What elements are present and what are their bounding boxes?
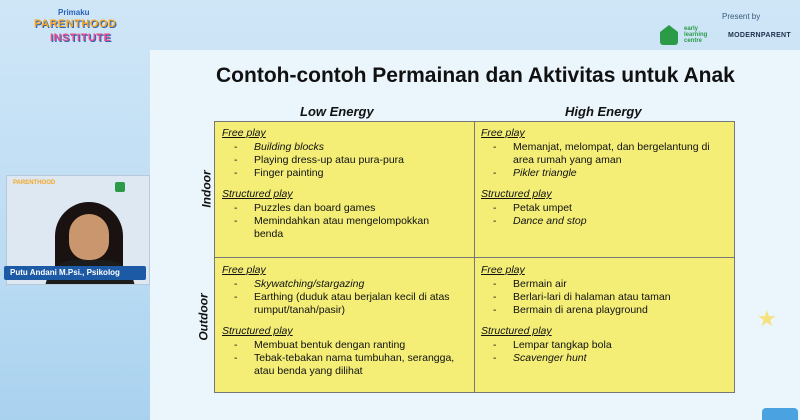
free-play-label: Free play — [481, 127, 525, 139]
sponsor-logos — [660, 22, 791, 48]
speaker-face — [69, 214, 109, 260]
star-icon: ★ — [757, 306, 777, 331]
list-item: - Puzzles dan board games — [234, 202, 376, 214]
presented-by: Present by — [722, 12, 761, 21]
structured-play-label: Structured play — [481, 325, 552, 337]
list-item: - Earthing (duduk atau berjalan kecil di atas rumput/tanah/pasir) — [234, 291, 450, 316]
structured-play-label: Structured play — [222, 188, 293, 200]
list-item: - Tebak-tebakan nama tumbuhan, serangga, atau benda yang dilihat — [234, 352, 455, 377]
list-item: - Skywatching/stargazing — [234, 278, 365, 290]
cell-indoor-high — [481, 127, 731, 228]
free-play-label: Free play — [222, 127, 266, 139]
free-play-label: Free play — [222, 264, 266, 276]
sponsor-modernparent: MODERNPARENT — [728, 31, 791, 39]
list-item: - Playing dress-up atau pura-pura — [234, 154, 405, 166]
column-header-high: High Energy — [565, 104, 642, 119]
parenthood-institute-logo — [14, 6, 124, 50]
column-header-low: Low Energy — [300, 104, 374, 119]
list-item: - Memindahkan atau mengelompokkan benda — [234, 215, 430, 240]
row-header-indoor: Indoor — [199, 170, 214, 208]
list-item: - Berlari-lari di halaman atau taman — [493, 291, 671, 303]
list-item: - Finger painting — [234, 167, 324, 179]
speaker-caption: Putu Andani M.Psi., Psikolog — [4, 266, 146, 280]
list-item: - Memanjat, melompat, dan bergelantung di area rumah yang aman — [493, 141, 710, 166]
list-item: - Pikler triangle — [493, 167, 577, 179]
sponsor-elc: early learning centre — [684, 26, 708, 44]
cell-outdoor-low — [222, 264, 472, 378]
list-item: - Petak umpet — [493, 202, 572, 214]
free-play-label: Free play — [481, 264, 525, 276]
brand-line2: INSTITUTE — [50, 32, 112, 44]
brand-line1: PARENTHOOD — [34, 18, 117, 30]
cell-indoor-low — [222, 127, 472, 241]
webcam-logo: PARENTHOOD — [13, 180, 56, 186]
brand-small: Primaku — [58, 8, 90, 17]
webcam-sponsor-icon — [115, 182, 125, 192]
list-item: - Bermain air — [493, 278, 567, 290]
list-item: - Lempar tangkap bola — [493, 339, 612, 351]
structured-play-label: Structured play — [222, 325, 293, 337]
list-item: - Building blocks — [234, 141, 325, 153]
structured-play-label: Structured play — [481, 188, 552, 200]
list-item: - Bermain di arena playground — [493, 304, 648, 316]
row-header-outdoor: Outdoor — [196, 293, 211, 341]
list-item: - Membuat bentuk dengan ranting — [234, 339, 406, 351]
table-divider-horizontal — [214, 257, 735, 258]
list-item: - Dance and stop — [493, 215, 587, 227]
list-item: - Scavenger hunt — [493, 352, 587, 364]
corner-button[interactable] — [762, 408, 798, 420]
cell-outdoor-high — [481, 264, 731, 365]
slide-title: Contoh-contoh Permainan dan Aktivitas untuk Anak — [216, 64, 735, 87]
elc-logo-icon — [660, 25, 678, 45]
